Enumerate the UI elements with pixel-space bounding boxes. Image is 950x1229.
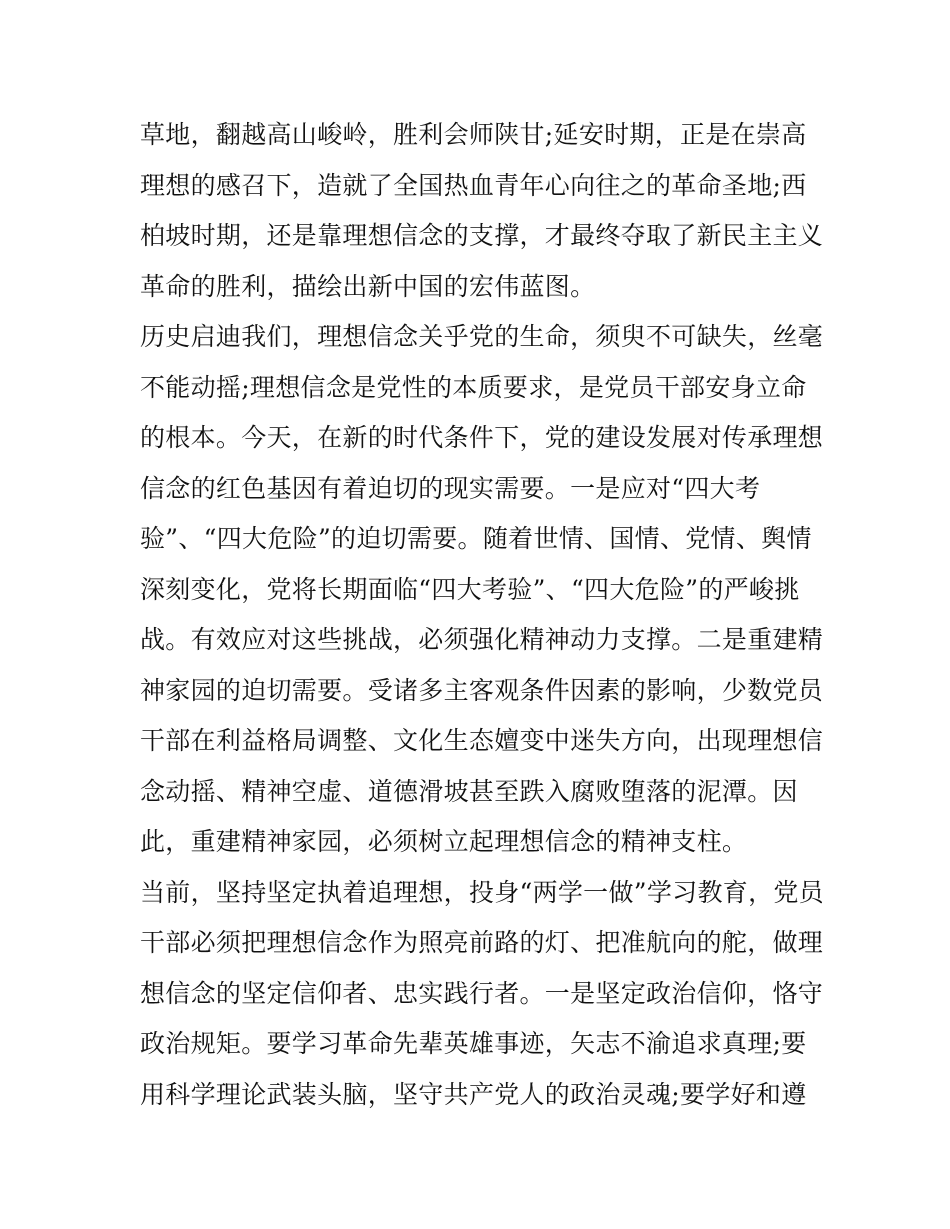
text-line: 用科学理论武装头脑，坚守共产党人的政治灵魂;要学好和遵 — [140, 1079, 807, 1109]
text-line: 革命的胜利，描绘出新中国的宏伟蓝图。 — [140, 271, 596, 301]
text-line: 念动摇、精神空虚、道德滑坡甚至跌入腐败堕落的泥潭。因 — [140, 776, 798, 806]
text-line: 的根本。今天，在新的时代条件下，党的建设发展对传承理想 — [140, 423, 824, 452]
text-line: 此，重建精神家园，必须树立起理想信念的精神支柱。 — [140, 827, 748, 856]
text-line: 不能动摇;理想信念是党性的本质要求，是党员干部安身立命 — [140, 372, 807, 402]
text-line: 深刻变化，党将长期面临“四大考验”、“四大危险”的严峻挑 — [140, 574, 800, 604]
body-text — [140, 110, 830, 1120]
text-line: 政治规矩。要学习革命先辈英雄事迹，矢志不渝追求真理;要 — [140, 1029, 807, 1058]
text-line: 神家园的迫切需要。受诸多主客观条件因素的影响，少数党员 — [140, 675, 824, 705]
text-line: 信念的红色基因有着迫切的现实需要。一是应对“四大考 — [140, 473, 761, 503]
text-line: 干部在利益格局调整、文化生态嬗变中迷失方向，出现理想信 — [140, 726, 824, 755]
text-line: 历史启迪我们，理想信念关乎党的生命，须臾不可缺失，丝毫 — [140, 322, 824, 351]
text-line: 验”、“四大危险”的迫切需要。随着世情、国情、党情、舆情 — [140, 524, 812, 553]
text-line: 理想的感召下，造就了全国热血青年心向往之的革命圣地;西 — [140, 170, 807, 200]
text-line: 当前，坚持坚定执着追理想，投身“两学一做”学习教育，党员 — [140, 877, 824, 907]
text-line: 战。有效应对这些挑战，必须强化精神动力支撑。二是重建精 — [140, 625, 824, 654]
text-line: 草地，翻越高山峻岭，胜利会师陕甘;延安时期，正是在崇高 — [140, 120, 807, 149]
text-line: 干部必须把理想信念作为照亮前路的灯、把准航向的舵，做理 — [140, 928, 824, 957]
text-line: 柏坡时期，还是靠理想信念的支撑，才最终夺取了新民主主义 — [140, 221, 824, 250]
text-line: 想信念的坚定信仰者、忠实践行者。一是坚定政治信仰，恪守 — [140, 978, 824, 1008]
